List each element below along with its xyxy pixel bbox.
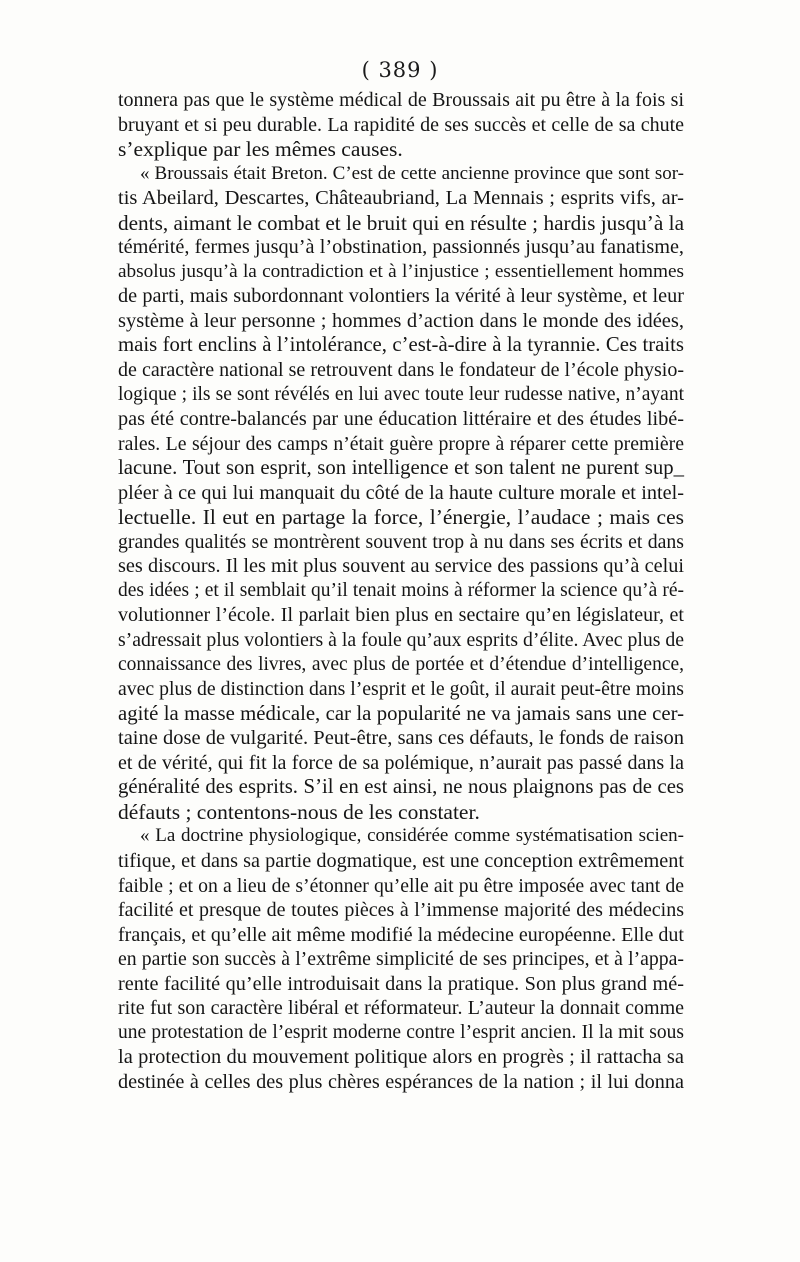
text-line: français, et qu’elle ait même modifié la médecine européenne. Elle dut: [118, 923, 684, 946]
text-line: généralité des esprits. S’il en est ainsi, ne nous plaignons pas de ces: [118, 776, 684, 799]
text-line: bruyant et si peu durable. La rapidité de ses succès et celle de sa chute: [118, 113, 684, 136]
text-line: de caractère national se retrouvent dans le fondateur de l’école physio-: [118, 359, 684, 382]
text-line: logique ; ils se sont révélés en lui avec toute leur rudesse native, n’ayant: [118, 383, 684, 405]
body-text: [118, 88, 684, 1094]
text-line: pléer à ce qui lui manquait du côté de la haute culture morale et intel-: [118, 481, 684, 504]
text-line: rales. Le séjour des camps n’était guère propre à réparer cette première: [118, 432, 684, 455]
text-line: « La doctrine physiologique, considérée comme systématisation scien-: [140, 825, 684, 847]
text-line: des idées ; et il semblait qu’il tenait moins à réformer la science qu’à ré-: [118, 579, 684, 601]
text-line: mais fort enclins à l’intolérance, c’est-à-dire à la tyrannie. Ces traits: [118, 334, 684, 357]
text-line: pas été contre-balancés par une éducation littéraire et des études libé-: [118, 408, 684, 431]
text-line: absolus jusqu’à la contradiction et à l’injustice ; essentiellement hommes: [118, 260, 684, 282]
text-line: faible ; et on a lieu de s’étonner qu’elle ait pu être imposée avec tant de: [118, 874, 684, 897]
text-line: grandes qualités se montrèrent souvent trop à nu dans ses écrits et dans: [118, 530, 684, 553]
text-line: s’explique par les mêmes causes.: [118, 137, 403, 162]
text-line: tis Abeilard, Descartes, Châteaubriand, La Mennais ; esprits vifs, ar-: [118, 187, 684, 210]
text-line: rite fut son caractère libéral et réformateur. L’auteur la donnait comme: [118, 997, 684, 1020]
text-line: connaissance des livres, avec plus de portée et d’étendue d’intelligence,: [118, 653, 684, 675]
text-line: et de vérité, qui fit la force de sa polémique, n’aurait pas passé dans la: [118, 751, 684, 774]
text-line: dents, aimant le combat et le bruit qui en résulte ; hardis jusqu’à la: [118, 210, 684, 235]
text-line: tifique, et dans sa partie dogmatique, est une conception extrêmement: [118, 849, 684, 872]
text-line: tonnera pas que le système médical de Broussais ait pu être à la fois si: [118, 89, 684, 111]
text-line: lacune. Tout son esprit, son intelligence et son talent ne purent sup_: [118, 457, 684, 480]
text-line: avec plus de distinction dans l’esprit et le goût, il aurait peut-être moins: [118, 678, 684, 701]
text-line: ses discours. Il les mit plus souvent au service des passions qu’à celui: [118, 555, 684, 578]
text-line: de parti, mais subordonnant volontiers la vérité à leur système, et leur: [118, 285, 684, 308]
text-line: taine dose de vulgarité. Peut-être, sans ces défauts, le fonds de raison: [118, 727, 684, 750]
text-line: la protection du mouvement politique alors en progrès ; il rattacha sa: [118, 1046, 684, 1069]
text-line: agité la masse médicale, car la popularité ne va jamais sans une cer-: [118, 702, 684, 725]
text-line: rente facilité qu’elle introduisait dans la pratique. Son plus grand mé-: [118, 972, 684, 995]
text-line: témérité, fermes jusqu’à l’obstination, passionnés jusqu’au fanatisme,: [118, 236, 684, 259]
text-line: volutionner l’école. Il parlait bien plus en sectaire qu’en législateur, et: [118, 604, 684, 627]
text-line: défauts ; contentons-nous de les constater.: [118, 799, 480, 824]
page-number: ( 389 ): [361, 58, 439, 82]
text-line: destinée à celles des plus chères espérances de la nation ; il lui donna: [118, 1070, 684, 1093]
text-line: lectuelle. Il eut en partage la force, l’énergie, l’audace ; mais ces: [118, 505, 684, 530]
text-line: s’adressait plus volontiers à la foule qu’aux esprits d’élite. Avec plus de: [118, 629, 684, 652]
text-line: une protestation de l’esprit moderne contre l’esprit ancien. Il la mit sous: [118, 1021, 684, 1043]
text-line: en partie son succès à l’extrême simplicité de ses principes, et à l’appa-: [118, 948, 684, 971]
text-line: facilité et presque de toutes pièces à l’immense majorité des médecins: [118, 899, 684, 922]
text-line: « Broussais était Breton. C’est de cette ancienne province que sont sor-: [140, 162, 684, 184]
text-line: système à leur personne ; hommes d’action dans le monde des idées,: [118, 309, 684, 332]
